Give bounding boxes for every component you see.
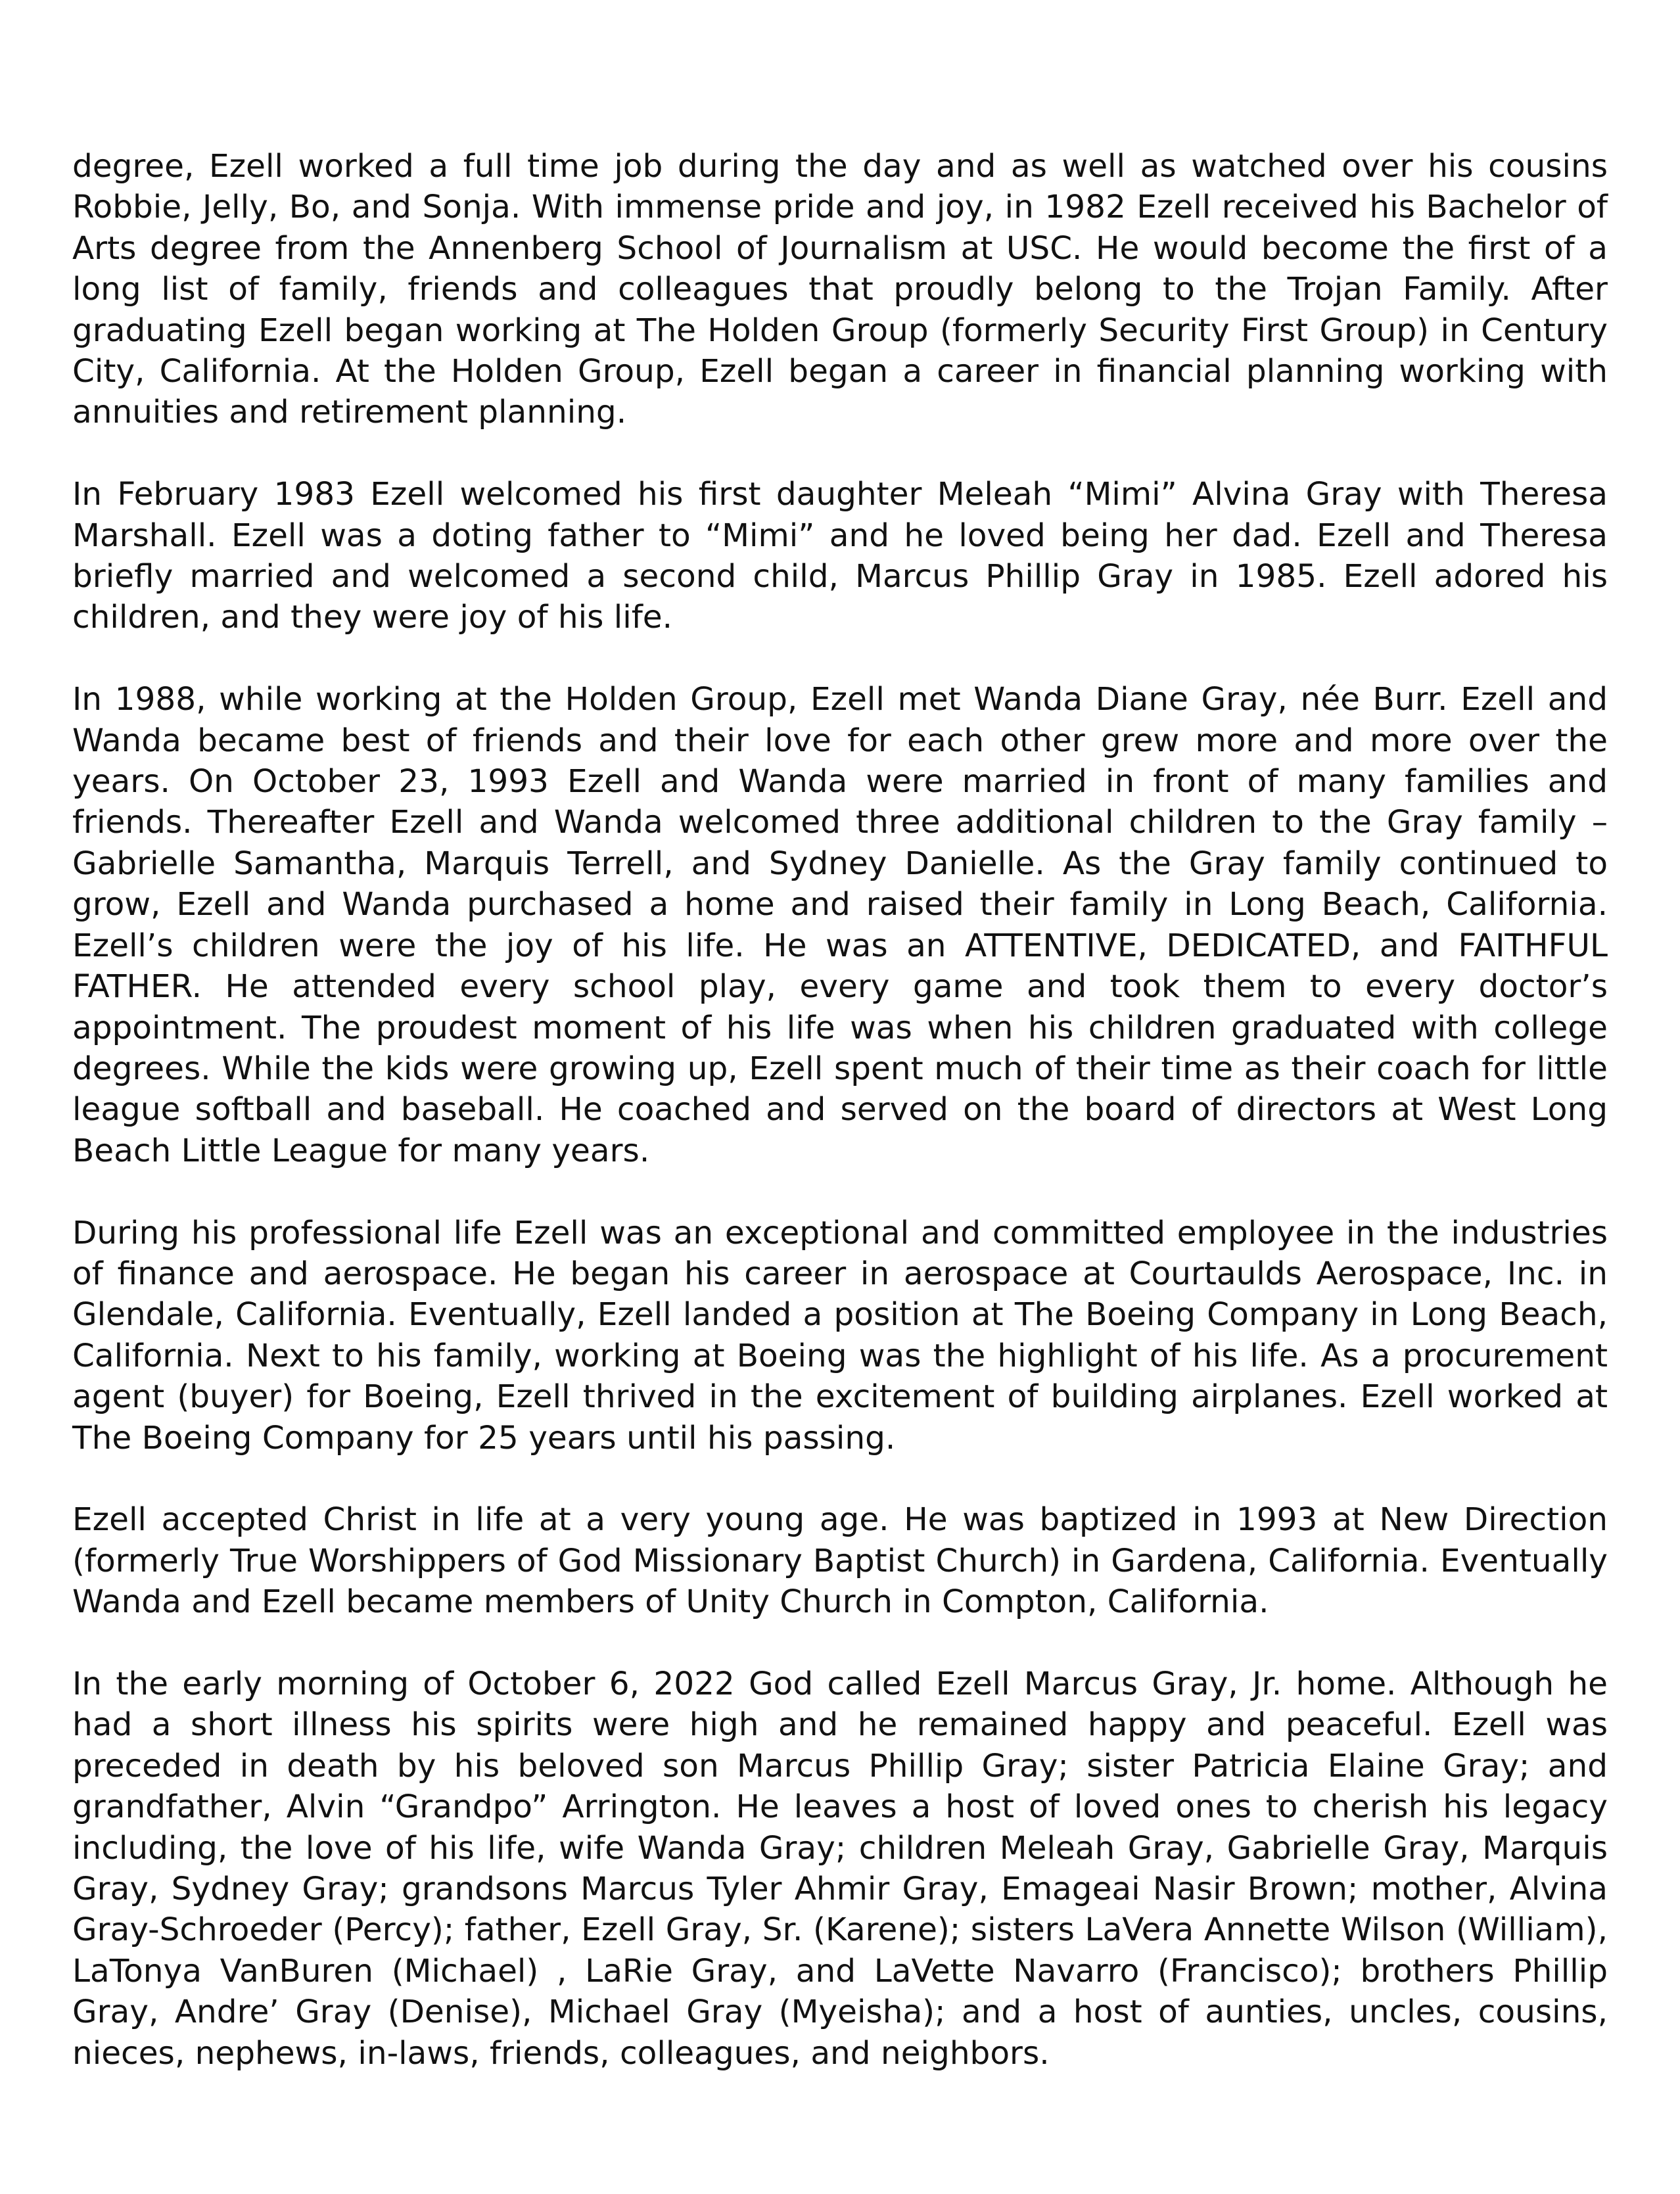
paragraph-first-children: In February 1983 Ezell welcomed his first daughter Meleah “Mimi” Alvina Gray with Theresa Marshall. Ezell was a doting father to “Mimi” and he loved being her dad. Ezell and Theresa briefly married and welcomed a second child, Marcus Phillip Gray in 1985. Ezell adored his children, and they were joy of his life. <box>72 476 1608 636</box>
paragraph-education-career: degree, Ezell worked a full time job during the day and as well as watched over his cousins Robbie, Jelly, Bo, and Sonja. With immense pride and joy, in 1982 Ezell received his Bachelor of Arts degree from the Annenberg School of Journalism at USC. He would become the first of a long list of family, friends and colleagues that proudly belong to the Trojan Family. After graduating Ezell began working at The Holden Group (formerly Security First Group) in Century City, California. At the Holden Group, Ezell began a career in financial planning working with annuities and retirement planning. <box>72 148 1608 431</box>
paragraph-marriage-family: In 1988, while working at the Holden Group, Ezell met Wanda Diane Gray, née Burr. Ezell and Wanda became best of friends and their love for each other grew more and more over the years. On October 23, 1993 Ezell and Wanda were married in front of many families and friends. Thereafter Ezell and Wanda welcomed three additional children to the Gray family – Gabrielle Samantha, Marquis Terrell, and Sydney Danielle. As the Gray family continued to grow, Ezell and Wanda purchased a home and raised their family in Long Beach, California. Ezell’s children were the joy of his life. He was an ATTENTIVE, DEDICATED, and FAITHFUL FATHER. He attended every school play, every game and took them to every doctor’s appointment. The proudest moment of his life was when his children graduated with college degrees. While the kids were growing up, Ezell spent much of their time as their coach for little league softball and baseball. He coached and served on the board of directors at West Long Beach Little League for many years. <box>72 681 1608 1169</box>
paragraph-professional-life: During his professional life Ezell was an exceptional and committed employee in the industries of finance and aerospace. He began his career in aerospace at Courtaulds Aerospace, Inc. in Glendale, California. Eventually, Ezell landed a position at The Boeing Company in Long Beach, California. Next to his family, working at Boeing was the highlight of his life. As a procurement agent (buyer) for Boeing, Ezell thrived in the excitement of building airplanes. Ezell worked at The Boeing Company for 25 years until his passing. <box>72 1214 1608 1457</box>
document-body <box>72 146 1608 2114</box>
paragraph-faith: Ezell accepted Christ in life at a very young age. He was baptized in 1993 at New Direction (formerly True Worshippers of God Missionary Baptist Church) in Gardena, California. Eventually Wanda and Ezell became members of Unity Church in Compton, California. <box>72 1501 1608 1621</box>
paragraph-passing-survivors: In the early morning of October 6, 2022 God called Ezell Marcus Gray, Jr. home. Although he had a short illness his spirits were high and he remained happy and peaceful. Ezell was preceded in death by his beloved son Marcus Phillip Gray; sister Patricia Elaine Gray; and grandfather, Alvin “Grandpo” Arrington. He leaves a host of loved ones to cherish his legacy including, the love of his life, wife Wanda Gray; children Meleah Gray, Gabrielle Gray, Marquis Gray, Sydney Gray; grandsons Marcus Tyler Ahmir Gray, Emageai Nasir Brown; mother, Alvina Gray-Schroeder (Percy); father, Ezell Gray, Sr. (Karene); sisters LaVera Annette Wilson (William), LaTonya VanBuren (Michael) , LaRie Gray, and LaVette Navarro (Francisco); brothers Phillip Gray, Andre’ Gray (Denise), Michael Gray (Myeisha); and a host of aunties, uncles, cousins, nieces, nephews, in-laws, friends, colleagues, and neighbors. <box>72 1665 1608 2072</box>
